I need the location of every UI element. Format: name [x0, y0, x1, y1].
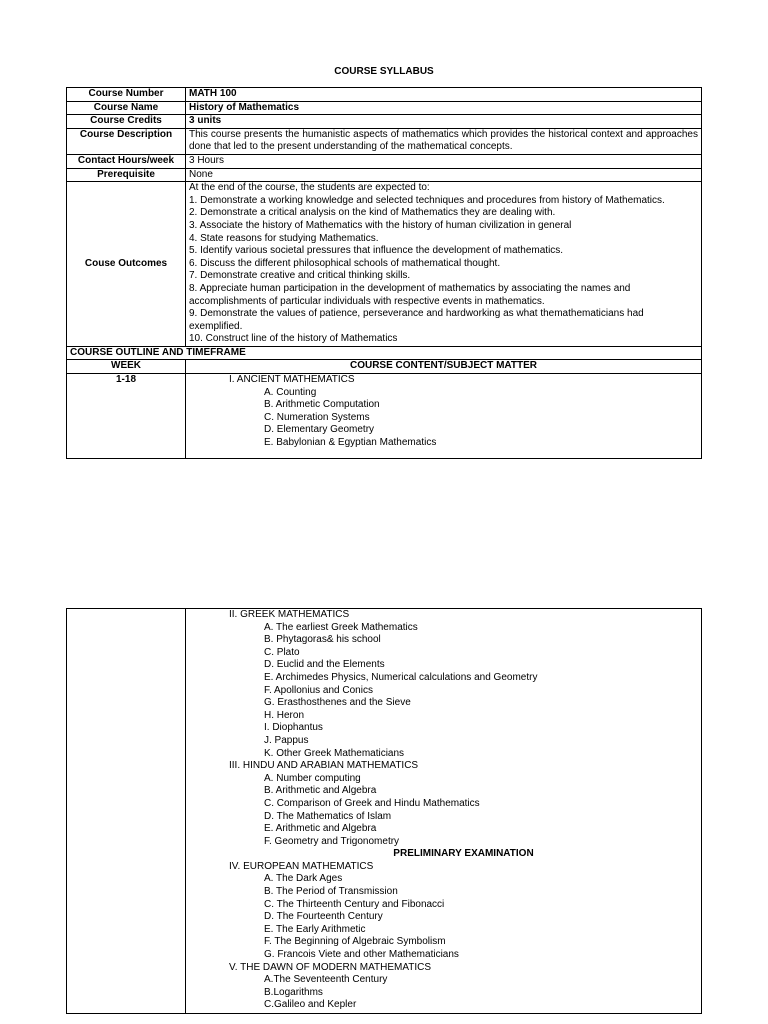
course-number-label: Course Number [67, 88, 186, 102]
content-list-page2 [186, 609, 702, 1014]
course-number-row [67, 88, 702, 102]
contact-hours-label: Contact Hours/week [67, 154, 186, 168]
outcome-item: 3. Associate the history of Mathematics with the history of human civilization in general [189, 219, 572, 231]
subtopic-item: H. Heron [264, 709, 305, 721]
subtopic-item: K. Other Greek Mathematicians [264, 747, 405, 759]
outcomes-row [67, 182, 702, 347]
subtopic-item: C. The Thirteenth Century and Fibonacci [264, 898, 445, 910]
document-title: COURSE SYLLABUS [334, 66, 434, 77]
outline-column-header-row [67, 360, 702, 374]
subtopic-item: G. Erasthosthenes and the Sieve [264, 697, 411, 709]
content-column-header: COURSE CONTENT/SUBJECT MATTER [186, 360, 702, 374]
course-number-value: MATH 100 [186, 88, 702, 102]
week-row [67, 374, 702, 459]
course-description-value: This course presents the humanistic aspects of mathematics which provides the historical context and approaches done that led to the present understanding of the mathematical concepts. [186, 128, 702, 154]
subtopic-item: A. Number computing [264, 772, 361, 784]
syllabus-table [66, 87, 702, 459]
week-cell-empty [67, 609, 186, 1014]
subtopic-item: D. The Mathematics of Islam [264, 810, 392, 822]
outcomes-list [186, 182, 702, 347]
topic-heading: I. ANCIENT MATHEMATICS [229, 374, 355, 386]
continued-content-row [67, 609, 702, 1014]
outline-heading: COURSE OUTLINE AND TIMEFRAME [67, 346, 702, 360]
outcomes-intro: At the end of the course, the students are expected to: [189, 182, 430, 194]
outcome-item: 8. Appreciate human participation in the development of mathematics by associating the names and accomplishments of particular individuals with respective events in mathematics. [189, 282, 631, 307]
subtopic-item: A. The Dark Ages [264, 873, 343, 885]
contact-hours-value: 3 Hours [186, 154, 702, 168]
subtopic-item: B. Arithmetic and Algebra [264, 785, 377, 797]
prerequisite-row [67, 168, 702, 182]
outline-heading-row [67, 346, 702, 360]
outcome-item: 2. Demonstrate a critical analysis on the kind of Mathematics they are dealing with. [189, 207, 556, 219]
course-credits-value: 3 units [186, 115, 702, 129]
prerequisite-label: Prerequisite [67, 168, 186, 182]
subtopic-item: F. Geometry and Trigonometry [264, 835, 400, 847]
topic-heading: V. THE DAWN OF MODERN MATHEMATICS [229, 961, 432, 973]
subtopic-item: F. Apollonius and Conics [264, 684, 373, 696]
subtopic-item: A. Counting [264, 386, 317, 398]
contact-hours-row [67, 154, 702, 168]
topic-heading: IV. EUROPEAN MATHEMATICS [229, 860, 374, 872]
subtopic-item: J. Pappus [264, 734, 309, 746]
subtopic-item: C. Plato [264, 646, 300, 658]
subtopic-item: A. The earliest Greek Mathematics [264, 621, 418, 633]
outcome-item: 1. Demonstrate a working knowledge and selected techniques and procedures from history of Mathematics. [189, 194, 665, 206]
prerequisite-value: None [186, 168, 702, 182]
subtopic-item: D. Elementary Geometry [264, 424, 375, 436]
course-name-row [67, 101, 702, 115]
outcome-item: 10. Construct line of the history of Mathematics [189, 333, 398, 345]
topic-heading: III. HINDU AND ARABIAN MATHEMATICS [229, 760, 419, 772]
exam-heading: PRELIMINARY EXAMINATION [393, 848, 534, 860]
course-credits-row [67, 115, 702, 129]
subtopic-item: F. The Beginning of Algebraic Symbolism [264, 936, 446, 948]
subtopic-item: C. Comparison of Greek and Hindu Mathematics [264, 797, 480, 809]
syllabus-table-continued [66, 608, 702, 1014]
subtopic-item: C.Galileo and Kepler [264, 999, 357, 1011]
subtopic-item: I. Diophantus [264, 722, 323, 734]
outcome-item: 9. Demonstrate the values of patience, perseverance and hardworking as what themathematicians had exemplified. [189, 308, 644, 332]
subtopic-item: B. The Period of Transmission [264, 886, 398, 898]
outcomes-label: Couse Outcomes [67, 182, 186, 347]
outcome-item: 6. Discuss the different philosophical schools of mathematical thought. [189, 257, 501, 269]
subtopic-item: E. Archimedes Physics, Numerical calculations and Geometry [264, 671, 538, 683]
outcome-item: 5. Identify various societal pressures that influence the development of mathematics. [189, 245, 564, 257]
subtopic-item: D. The Fourteenth Century [264, 911, 383, 923]
topic-heading: II. GREEK MATHEMATICS [229, 609, 350, 620]
subtopic-item: E. Arithmetic and Algebra [264, 823, 377, 835]
week-column-header: WEEK [67, 360, 186, 374]
course-description-label: Course Description [67, 128, 186, 154]
outcome-item: 4. State reasons for studying Mathematics. [189, 232, 379, 244]
course-name-label: Course Name [67, 101, 186, 115]
subtopic-item: D. Euclid and the Elements [264, 659, 385, 671]
subtopic-item: E. The Early Arithmetic [264, 923, 366, 935]
subtopic-item: B.Logarithms [264, 986, 323, 998]
subtopic-item: C. Numeration Systems [264, 411, 370, 423]
outcome-item: 7. Demonstrate creative and critical thinking skills. [189, 270, 411, 282]
week-value: 1-18 [67, 374, 186, 459]
subtopic-item: A.The Seventeenth Century [264, 974, 388, 986]
subtopic-item: G. Francois Viete and other Mathematicians [264, 949, 459, 961]
course-description-row [67, 128, 702, 154]
course-credits-label: Course Credits [67, 115, 186, 129]
course-name-value: History of Mathematics [186, 101, 702, 115]
subtopic-item: B. Arithmetic Computation [264, 399, 380, 411]
subtopic-item: E. Babylonian & Egyptian Mathematics [264, 437, 437, 449]
content-list-page1 [186, 374, 702, 459]
subtopic-item: B. Phytagoras& his school [264, 634, 381, 646]
